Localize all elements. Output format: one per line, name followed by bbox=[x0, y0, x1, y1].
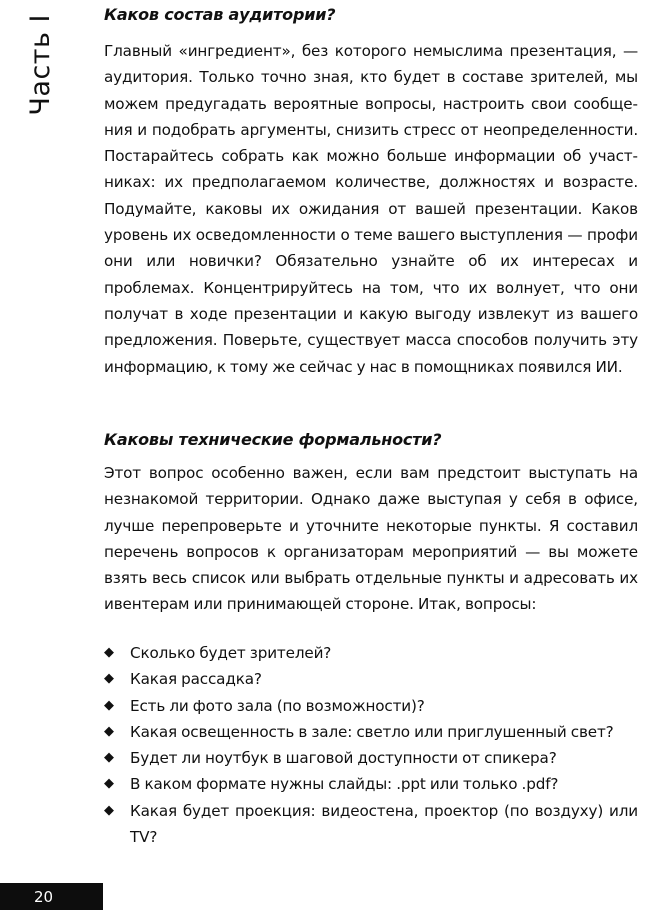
list-item bbox=[104, 798, 638, 851]
diamond-bullet-icon: ◆ bbox=[104, 750, 114, 766]
page-number: 20 bbox=[34, 887, 54, 906]
diamond-bullet-icon: ◆ bbox=[104, 723, 114, 739]
questions-list bbox=[104, 640, 638, 850]
question-text: Какая освещенность в зале: светло или приглушенный свет? bbox=[130, 722, 614, 741]
section-paragraph-technical: Этот вопрос особенно важен, если вам предстоит выступать на незнакомой территории. Однако даже выступая у себя в офисе, лучше перепроверьте и уточните некоторые пункты. Я составил перечень вопросов к организаторам мероприятий — вы можете взять весь список или выбрать отдельные пункты и адресовать их ивентерам или принимающей стороне. Итак, вопросы: bbox=[104, 464, 638, 614]
question-text: Будет ли ноутбук в шаговой доступности от спикера? bbox=[130, 749, 557, 768]
diamond-bullet-icon: ◆ bbox=[104, 645, 114, 660]
list-item bbox=[104, 745, 638, 771]
section-heading-audience: Каков состав аудитории? bbox=[104, 5, 336, 24]
list-item bbox=[104, 771, 638, 797]
list-item bbox=[104, 719, 638, 745]
question-text: Сколько будет зрителей? bbox=[130, 644, 332, 662]
page-number-tab bbox=[0, 883, 103, 910]
diamond-bullet-icon: ◆ bbox=[104, 776, 114, 792]
diamond-bullet-icon: ◆ bbox=[104, 802, 114, 818]
question-text: Какая рассадка? bbox=[130, 670, 262, 689]
section-heading-technical: Каковы технические формальности? bbox=[104, 430, 442, 449]
question-text: Какая будет проекция: видеостена, проектор (по воздуху) или TV? bbox=[130, 801, 638, 847]
list-item bbox=[104, 640, 638, 666]
list-item bbox=[104, 693, 638, 719]
diamond-bullet-icon: ◆ bbox=[104, 697, 114, 713]
question-text: В каком формате нужны слайды: .ppt или только .pdf? bbox=[130, 775, 559, 794]
section-paragraph-audience: Главный «ингредиент», без которого немыслима презентация, — аудитория. Только точно зная, кто будет в составе зрителей, мы можем предугадать вероятные вопросы, настроить свои сообщения и подобрать аргументы, снизить стресс от неопределенности. Постарайтесь собрать как можно больше информации об участниках: их предполагаемом количестве, должностях и возрасте. Подумайте, каковы их ожидания от вашей презентации. Каков уровень их осведомленности о теме вашего выступления — профи они или новички? Обязательно узнайте об их интересах и проблемах. Концентрируйтесь на том, что их волнует, что они получат в ходе презентации и какую выгоду извлекут из вашего предложения. Поверьте, существует масса способов получить эту информацию, к тому же сейчас у нас в помощниках появился ИИ. bbox=[104, 42, 638, 376]
diamond-bullet-icon: ◆ bbox=[104, 671, 114, 687]
question-text: Есть ли фото зала (по возможности)? bbox=[130, 696, 425, 715]
list-item bbox=[104, 666, 638, 692]
running-head-text: Часть I bbox=[24, 14, 56, 116]
running-head bbox=[22, 6, 58, 116]
